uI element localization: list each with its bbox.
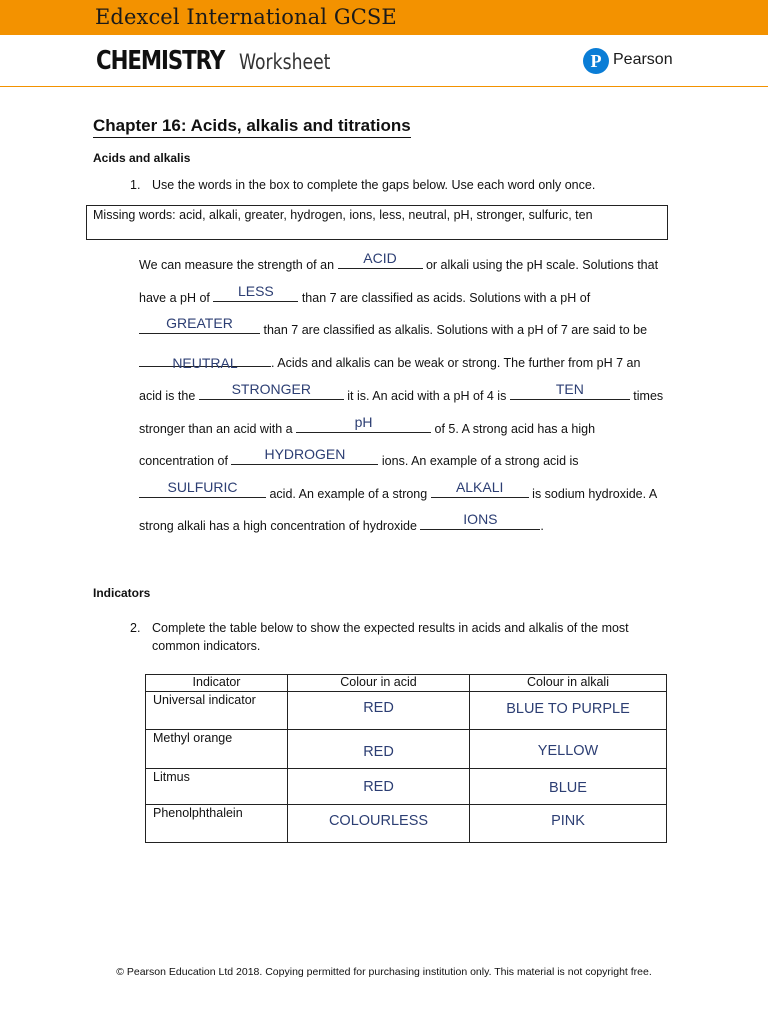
text-segment: it is. An acid with a pH of 4 is (343, 389, 510, 403)
paragraph-line (139, 250, 659, 272)
pearson-logo-icon: P (583, 48, 609, 74)
answer-text: STRONGER (231, 381, 311, 397)
header-divider (0, 86, 768, 87)
text-segment: have a pH of (139, 291, 214, 305)
text-segment: acid is the (139, 389, 199, 403)
indicator-name: Universal indicator (146, 692, 288, 730)
text-segment: acid. An example of a strong (266, 487, 431, 501)
indicators-table (145, 674, 667, 843)
pearson-logo-text: Pearson (613, 51, 673, 68)
blank-ions[interactable] (420, 511, 540, 530)
table-row (146, 730, 667, 769)
acid-colour-cell[interactable]: RED (288, 692, 470, 730)
paragraph-line (139, 446, 579, 468)
paragraph-line (139, 315, 648, 337)
answer-text: IONS (463, 511, 498, 527)
worksheet-subtitle (96, 46, 351, 76)
table-row (146, 769, 667, 805)
copyright-footer: © Pearson Education Ltd 2018. Copying permitted for purchasing institution only. This material is not copyright free. (116, 966, 652, 978)
question-number: 2. (130, 621, 141, 635)
answer-text: LESS (237, 283, 274, 299)
text-segment: or alkali using the pH scale. Solutions that (422, 258, 659, 272)
alkali-colour-cell[interactable]: BLUE TO PURPLE (470, 692, 667, 730)
paragraph-line (139, 381, 664, 403)
text-segment: stronger than an acid with a (139, 422, 297, 436)
paragraph-line (139, 511, 544, 533)
subject-label: CHEMISTRY (96, 46, 225, 76)
text-segment: ions. An example of a strong acid is (378, 454, 579, 468)
blank-greater[interactable] (139, 315, 260, 334)
blank-hydrogen[interactable] (231, 446, 378, 465)
acid-colour-cell[interactable]: RED (288, 730, 470, 769)
table-row (146, 805, 667, 843)
text-segment: than 7 are classified as acids. Solutions with a pH of (298, 291, 591, 305)
column-header: Colour in acid (288, 675, 470, 692)
blank-less[interactable] (213, 283, 298, 302)
blank-neutral[interactable] (139, 354, 271, 371)
blank-stronger[interactable] (199, 381, 344, 400)
question-1 (130, 178, 650, 194)
answer-text: GREATER (166, 315, 233, 331)
indicator-name: Phenolphthalein (146, 805, 288, 843)
paragraph-line (139, 283, 591, 305)
missing-words-text: Missing words: acid, alkali, greater, hydrogen, ions, less, neutral, pH, stronger, sulfuric, ten (93, 208, 593, 222)
alkali-colour-cell[interactable]: PINK (470, 805, 667, 843)
answer-text: ACID (363, 250, 397, 266)
column-header: Colour in alkali (470, 675, 667, 692)
text-segment: is sodium hydroxide. A (528, 487, 658, 501)
paragraph-line (139, 479, 658, 501)
question-text-line-2: common indicators. (152, 639, 261, 653)
paragraph-line (139, 414, 596, 436)
indicator-name: Methyl orange (146, 730, 288, 769)
text-segment: . Acids and alkalis can be weak or strong. The further from pH 7 an (271, 356, 641, 370)
blank-ph[interactable] (296, 414, 431, 433)
text-segment: . (540, 519, 544, 533)
text-segment: of 5. A strong acid has a high (431, 422, 596, 436)
text-segment: concentration of (139, 454, 232, 468)
answer-text: NEUTRAL (172, 355, 238, 371)
blank-acid[interactable] (338, 250, 423, 269)
section-heading-indicators: Indicators (93, 586, 151, 600)
answer-text: SULFURIC (167, 479, 238, 495)
text-segment: than 7 are classified as alkalis. Solutions with a pH of 7 are said to be (260, 323, 648, 337)
worksheet-label: Worksheet (238, 50, 331, 74)
alkali-colour-cell[interactable]: BLUE (470, 769, 667, 805)
blank-alkali[interactable] (431, 479, 529, 498)
chapter-title: Chapter 16: Acids, alkalis and titrations (93, 116, 411, 138)
question-text: Use the words in the box to complete the gaps below. Use each word only once. (152, 178, 596, 192)
table-header-row (146, 675, 667, 692)
acid-colour-cell[interactable]: COLOURLESS (288, 805, 470, 843)
answer-text: TEN (555, 381, 584, 397)
alkali-colour-cell[interactable]: YELLOW (470, 730, 667, 769)
text-segment: times (629, 389, 664, 403)
answer-text: ALKALI (455, 479, 504, 495)
missing-words-box (86, 205, 668, 240)
blank-ten[interactable] (510, 381, 630, 400)
table-row (146, 692, 667, 730)
answer-text: HYDROGEN (264, 446, 346, 462)
question-2 (130, 621, 670, 657)
header-bar (0, 0, 768, 35)
question-text-line-1: Complete the table below to show the expected results in acids and alkalis of the most (152, 621, 629, 635)
column-header: Indicator (146, 675, 288, 692)
acid-colour-cell[interactable]: RED (288, 769, 470, 805)
section-heading-acids: Acids and alkalis (93, 151, 191, 165)
paragraph-line (139, 354, 640, 370)
header-title: Edexcel International GCSE (95, 5, 397, 29)
text-segment: We can measure the strength of an (139, 258, 338, 272)
question-number: 1. (130, 178, 141, 192)
text-segment: strong alkali has a high concentration of hydroxide (139, 519, 421, 533)
indicator-name: Litmus (146, 769, 288, 805)
blank-sulfuric[interactable] (139, 479, 266, 498)
answer-text: pH (354, 414, 373, 430)
